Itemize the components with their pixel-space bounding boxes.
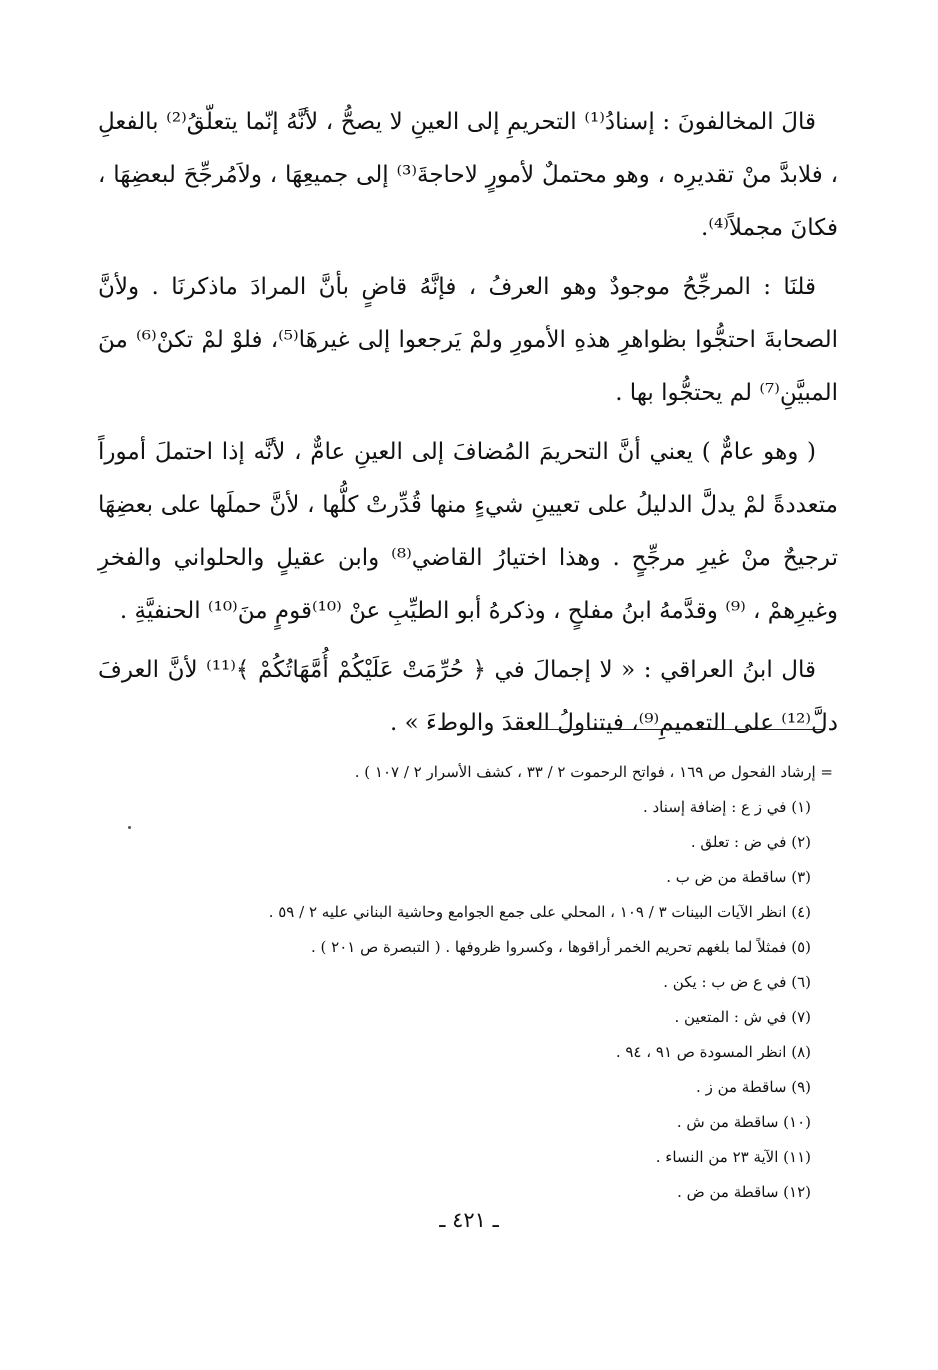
footnote-3: (٣) ساقطة من ض ب . [666, 868, 811, 886]
footnote-separator [533, 729, 823, 730]
footnote-continuation: = إرشاد الفحول ص ١٦٩ ، فواتح الرحموت ٢ / ٣٣ ، كشف الأسرار ٢ / ١٠٧ ) . [354, 763, 833, 781]
footnote-6: (٦) في ع ض ب : يكن . [663, 973, 811, 991]
footnote-8: (٨) انظر المسودة ص ٩١ ، ٩٤ . [615, 1043, 811, 1061]
footnote-11: (١١) الآية ٢٣ من النساء . [655, 1148, 811, 1166]
footnote-1: (١) في ز ع : إضافة إسناد . [642, 798, 811, 816]
footnote-2: (٢) في ض : تعلق . [690, 833, 811, 851]
footnote-12: (١٢) ساقطة من ض . [677, 1183, 811, 1201]
main-text [98, 96, 838, 756]
footnote-4: (٤) انظر الآيات البينات ٣ / ١٠٩ ، المحلي على جمع الجوامع وحاشية البناني عليه ٢ / ٥٩ . [268, 903, 811, 921]
paragraph-3: ( وهو عامٌّ ) يعني أنَّ التحريمَ المُضافَ إلى العينِ عامٌّ ، لأنَّه إذا احتملَ أموراً متعددةً لمْ يدلَّ الدليلُ على تعيينِ شيءٍ منها قُدِّرتْ كلُّها ، لأنَّ حملَها على بعضِهَا ترجيحٌ منْ غيرِ مرجِّحٍ . وهذا اختيارُ القاضي⁽⁸⁾ وابن عقيلٍ والحلواني والفخرِ وغيرِهمْ ، ⁽⁹⁾ وقدَّمهُ ابنُ مفلحٍ ، وذكرهُ أبو الطيِّبِ عنْ ⁽¹⁰⁾قومٍ منَ⁽¹⁰⁾ الحنفيَّةِ . [98, 439, 838, 624]
paragraph-1: قالَ المخالفونَ : إسنادُ⁽¹⁾ التحريمِ إلى العينِ لا يصحُّ ، لأنَّهُ إنّما يتعلّقُ⁽²⁾ بالفعلِ ، فلابدَّ منْ تقديرِه ، وهو محتملٌ لأمورٍ لاحاجةَ⁽³⁾ إلى جميعِهَا ، ولاَمُرجِّحَ لبعضِهَا ، فكانَ مجملاً⁽⁴⁾. [98, 109, 838, 241]
paragraph-2: قلنَا : المرجِّحُ موجودٌ وهو العرفُ ، فإنَّهُ قاضٍ بأنَّ المرادَ ماذكرنَا . ولأنَّ الصحابةَ احتجُّوا بظواهرِ هذهِ الأمورِ ولمْ يَرجعوا إلى غيرهَا⁽⁵⁾، فلوْ لمْ تكنْ⁽⁶⁾ منَ المبيَّنِ⁽⁷⁾ لم يحتجُّوا بها . [98, 274, 839, 406]
footnotes [123, 755, 833, 1210]
footnote-5: (٥) فمثلاً لما بلغهم تحريم الخمر أراقوها ، وكسروا ظروفها . ( التبصرة ص ٢٠١ ) . [311, 938, 811, 956]
footnote-9: (٩) ساقطة من ز . [696, 1078, 811, 1096]
scan-speck [128, 826, 131, 829]
page-number: ـ ٤٢١ ـ [439, 1208, 499, 1232]
footnote-7: (٧) في ش : المتعين . [674, 1008, 811, 1026]
footnote-10: (١٠) ساقطة من ش . [676, 1113, 811, 1131]
paragraph-4: قال ابنُ العراقي : « لا إجمالَ في ﴿ حُرِّمَتْ عَلَيْكُمْ أُمَّهَاتُكُمْ ﴾⁽¹¹⁾ لأنَّ العرفَ دلَّ⁽¹²⁾ على التعميمِ⁽⁹⁾، فيتناولُ العقدَ والوطءَ » . [98, 657, 838, 736]
